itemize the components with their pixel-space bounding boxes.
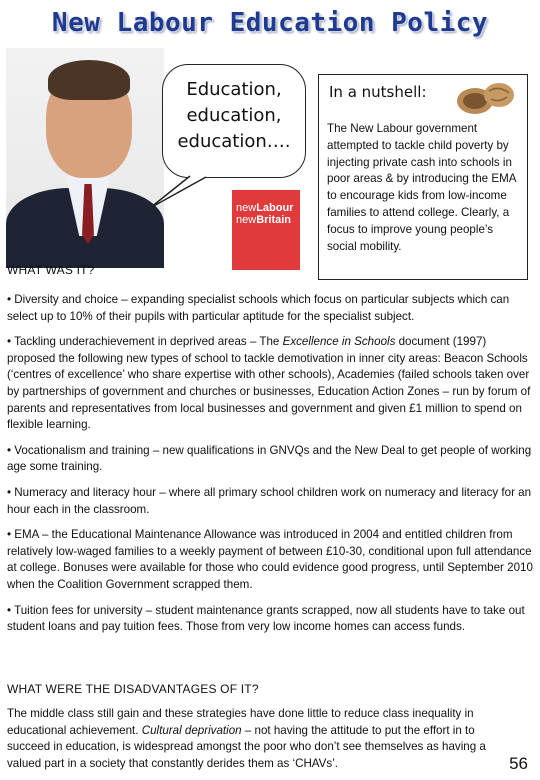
- nutshell-body: The New Labour government attempted to tackle child poverty by injecting private cash into schools in poor areas & by introducing the EMA to encourage kids from low-income families to attend college. Clearly, a focus to improve young people’s social mobility.: [327, 122, 516, 253]
- bullet-vocationalism: • Vocationalism and training – new qualifications in GNVQs and the New Deal to get people of working age some training.: [7, 443, 532, 474]
- what-was-it-heading: WHAT WAS IT?: [7, 263, 95, 277]
- speech-line-1: Education,: [186, 79, 282, 100]
- speech-line-3: education….: [177, 131, 291, 152]
- policy-bullets: [7, 292, 533, 645]
- bullet-numeracy: • Numeracy and literacy hour – where all primary school children work on numeracy and literacy for an hour each in the classroom.: [7, 485, 532, 516]
- walnut-icon: [453, 77, 519, 117]
- nutshell-box: [318, 74, 528, 280]
- new-labour-logo: newLabour newBritain: [232, 190, 300, 270]
- nutshell-title: In a nutshell:: [329, 83, 427, 101]
- speech-line-2: education,: [186, 105, 282, 126]
- page-number: 56: [509, 754, 528, 773]
- disadvantages-text: The middle class still gain and these strategies have done little to reduce class inequality in educational achievement. Cultural deprivation – not having the attitude to put the effort in to succeed in education, is widespread amongst the poor who don’t see themselves as having a valued part in a society that constantly derides them as ‘CHAVs’.: [7, 707, 486, 770]
- bullet-ema: • EMA – the Educational Maintenance Allowance was introduced in 2004 and entitled children from relatively low-waged families to a weekly payment of between £10-30, conditional upon full attendance at college. Bonuses were available for those who could evidence good progress, until September 2010 when the Coalition Government scrapped them.: [7, 528, 533, 591]
- bullet-underachievement: • Tackling underachievement in deprived areas – The Excellence in Schools document (1997) proposed the following new types of school to tackle demotivation in inner city areas: Beacon Schools (‘centres of excellence’ who share expertise with other schools), Academies (failed schools taken over by partnerships of government and churches or businesses, Education Action Zones – run by forum of parents and representatives from local businesses and government and given £1 million to spend on flexible learning.: [7, 335, 531, 432]
- page-title: New Labour Education Policy: [51, 8, 489, 38]
- bullet-diversity: • Diversity and choice – expanding specialist schools which focus on particular subjects which can select up to 10% of their pupils with particular aptitude for the specialist subject.: [7, 293, 510, 323]
- disadvantages-heading: WHAT WERE THE DISADVANTAGES OF IT?: [7, 682, 259, 696]
- bullet-tuition-fees: • Tuition fees for university – student maintenance grants scrapped, now all students have to take out student loans and pay tuition fees. Those from very low income homes can access funds.: [7, 603, 525, 634]
